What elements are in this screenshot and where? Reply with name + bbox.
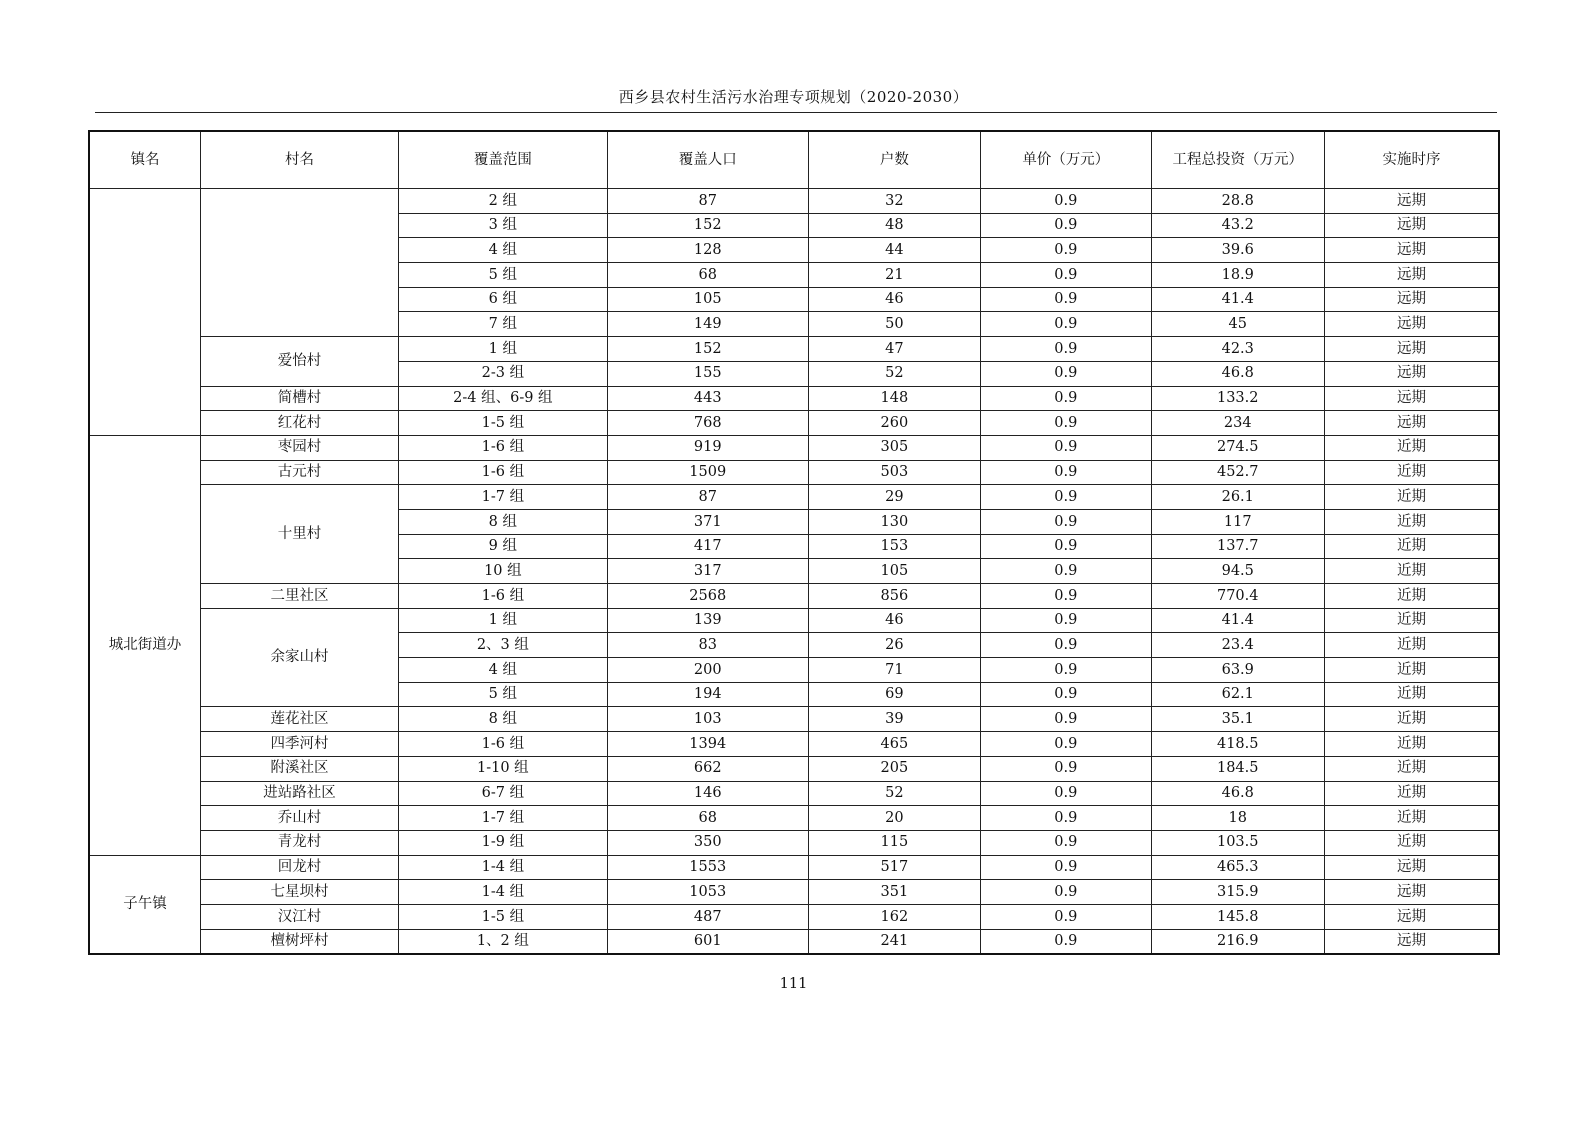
table-row (89, 732, 1499, 757)
unit-price-cell: 0.9 (981, 830, 1151, 855)
investment-cell: 315.9 (1151, 880, 1324, 905)
table-row (89, 806, 1499, 831)
population-cell: 487 (607, 904, 808, 929)
investment-cell: 63.9 (1151, 658, 1324, 683)
investment-cell: 133.2 (1151, 386, 1324, 411)
unit-price-cell: 0.9 (981, 238, 1151, 263)
column-header: 覆盖人口 (607, 131, 808, 189)
population-cell: 350 (607, 830, 808, 855)
schedule-cell: 远期 (1324, 411, 1499, 436)
table-row (89, 460, 1499, 485)
households-cell: 52 (808, 361, 980, 386)
coverage-cell: 1-7 组 (398, 806, 607, 831)
coverage-cell: 1-10 组 (398, 756, 607, 781)
village-cell: 乔山村 (201, 806, 399, 831)
village-cell: 汉江村 (201, 904, 399, 929)
investment-cell: 137.7 (1151, 534, 1324, 559)
column-header: 村名 (201, 131, 399, 189)
village-cell: 古元村 (201, 460, 399, 485)
investment-cell: 62.1 (1151, 682, 1324, 707)
population-cell: 139 (607, 608, 808, 633)
investment-cell: 42.3 (1151, 337, 1324, 362)
column-header: 工程总投资（万元） (1151, 131, 1324, 189)
households-cell: 162 (808, 904, 980, 929)
table-row (89, 855, 1499, 880)
village-cell: 七星坝村 (201, 880, 399, 905)
population-cell: 443 (607, 386, 808, 411)
unit-price-cell: 0.9 (981, 312, 1151, 337)
table-row (89, 904, 1499, 929)
households-cell: 20 (808, 806, 980, 831)
schedule-cell: 远期 (1324, 904, 1499, 929)
schedule-cell: 远期 (1324, 880, 1499, 905)
households-cell: 465 (808, 732, 980, 757)
unit-price-cell: 0.9 (981, 460, 1151, 485)
investment-cell: 41.4 (1151, 287, 1324, 312)
column-header: 覆盖范围 (398, 131, 607, 189)
schedule-cell: 远期 (1324, 361, 1499, 386)
coverage-cell: 2 组 (398, 189, 607, 214)
coverage-cell: 5 组 (398, 263, 607, 288)
coverage-cell: 2-3 组 (398, 361, 607, 386)
households-cell: 26 (808, 633, 980, 658)
investment-cell: 465.3 (1151, 855, 1324, 880)
table-row (89, 485, 1499, 510)
unit-price-cell: 0.9 (981, 707, 1151, 732)
households-cell: 260 (808, 411, 980, 436)
table-row (89, 830, 1499, 855)
coverage-cell: 1-5 组 (398, 904, 607, 929)
unit-price-cell: 0.9 (981, 781, 1151, 806)
investment-cell: 26.1 (1151, 485, 1324, 510)
population-cell: 1394 (607, 732, 808, 757)
coverage-cell: 1-6 组 (398, 732, 607, 757)
coverage-cell: 1-6 组 (398, 435, 607, 460)
schedule-cell: 近期 (1324, 485, 1499, 510)
population-cell: 662 (607, 756, 808, 781)
coverage-cell: 8 组 (398, 707, 607, 732)
town-cell: 子午镇 (89, 855, 201, 954)
village-cell: 回龙村 (201, 855, 399, 880)
investment-cell: 418.5 (1151, 732, 1324, 757)
investment-cell: 770.4 (1151, 584, 1324, 609)
coverage-cell: 6-7 组 (398, 781, 607, 806)
investment-cell: 43.2 (1151, 213, 1324, 238)
unit-price-cell: 0.9 (981, 880, 1151, 905)
households-cell: 517 (808, 855, 980, 880)
population-cell: 87 (607, 189, 808, 214)
population-cell: 105 (607, 287, 808, 312)
population-cell: 146 (607, 781, 808, 806)
village-cell: 二里社区 (201, 584, 399, 609)
unit-price-cell: 0.9 (981, 287, 1151, 312)
column-header: 镇名 (89, 131, 201, 189)
schedule-cell: 远期 (1324, 386, 1499, 411)
column-header: 户数 (808, 131, 980, 189)
village-cell: 红花村 (201, 411, 399, 436)
population-cell: 601 (607, 929, 808, 954)
coverage-cell: 1-4 组 (398, 880, 607, 905)
population-cell: 768 (607, 411, 808, 436)
coverage-cell: 1 组 (398, 608, 607, 633)
households-cell: 29 (808, 485, 980, 510)
population-cell: 149 (607, 312, 808, 337)
households-cell: 503 (808, 460, 980, 485)
households-cell: 47 (808, 337, 980, 362)
schedule-cell: 远期 (1324, 213, 1499, 238)
village-cell: 青龙村 (201, 830, 399, 855)
coverage-cell: 1-9 组 (398, 830, 607, 855)
investment-cell: 18.9 (1151, 263, 1324, 288)
header-divider (95, 112, 1497, 113)
population-cell: 919 (607, 435, 808, 460)
coverage-cell: 4 组 (398, 238, 607, 263)
unit-price-cell: 0.9 (981, 213, 1151, 238)
investment-cell: 234 (1151, 411, 1324, 436)
sewage-plan-table (88, 130, 1500, 955)
households-cell: 351 (808, 880, 980, 905)
population-cell: 152 (607, 213, 808, 238)
village-cell: 檀树坪村 (201, 929, 399, 954)
schedule-cell: 近期 (1324, 806, 1499, 831)
population-cell: 128 (607, 238, 808, 263)
schedule-cell: 近期 (1324, 658, 1499, 683)
investment-cell: 216.9 (1151, 929, 1324, 954)
unit-price-cell: 0.9 (981, 435, 1151, 460)
schedule-cell: 近期 (1324, 756, 1499, 781)
population-cell: 68 (607, 806, 808, 831)
households-cell: 50 (808, 312, 980, 337)
population-cell: 103 (607, 707, 808, 732)
coverage-cell: 3 组 (398, 213, 607, 238)
unit-price-cell: 0.9 (981, 263, 1151, 288)
schedule-cell: 近期 (1324, 435, 1499, 460)
households-cell: 32 (808, 189, 980, 214)
households-cell: 39 (808, 707, 980, 732)
schedule-cell: 近期 (1324, 559, 1499, 584)
coverage-cell: 7 组 (398, 312, 607, 337)
schedule-cell: 近期 (1324, 534, 1499, 559)
village-cell: 简槽村 (201, 386, 399, 411)
investment-cell: 41.4 (1151, 608, 1324, 633)
unit-price-cell: 0.9 (981, 633, 1151, 658)
households-cell: 115 (808, 830, 980, 855)
village-cell: 进站路社区 (201, 781, 399, 806)
coverage-cell: 1-7 组 (398, 485, 607, 510)
coverage-cell: 2-4 组、6-9 组 (398, 386, 607, 411)
schedule-cell: 远期 (1324, 263, 1499, 288)
investment-cell: 35.1 (1151, 707, 1324, 732)
coverage-cell: 6 组 (398, 287, 607, 312)
schedule-cell: 远期 (1324, 238, 1499, 263)
population-cell: 155 (607, 361, 808, 386)
households-cell: 241 (808, 929, 980, 954)
households-cell: 205 (808, 756, 980, 781)
investment-cell: 46.8 (1151, 781, 1324, 806)
population-cell: 1053 (607, 880, 808, 905)
schedule-cell: 近期 (1324, 608, 1499, 633)
table-row (89, 411, 1499, 436)
households-cell: 130 (808, 509, 980, 534)
investment-cell: 45 (1151, 312, 1324, 337)
table-row (89, 189, 1499, 214)
coverage-cell: 1-6 组 (398, 460, 607, 485)
table-row (89, 386, 1499, 411)
schedule-cell: 近期 (1324, 682, 1499, 707)
unit-price-cell: 0.9 (981, 337, 1151, 362)
households-cell: 148 (808, 386, 980, 411)
unit-price-cell: 0.9 (981, 189, 1151, 214)
unit-price-cell: 0.9 (981, 386, 1151, 411)
unit-price-cell: 0.9 (981, 806, 1151, 831)
coverage-cell: 1 组 (398, 337, 607, 362)
households-cell: 856 (808, 584, 980, 609)
unit-price-cell: 0.9 (981, 732, 1151, 757)
investment-cell: 184.5 (1151, 756, 1324, 781)
population-cell: 417 (607, 534, 808, 559)
village-cell: 十里村 (201, 485, 399, 584)
investment-cell: 274.5 (1151, 435, 1324, 460)
coverage-cell: 9 组 (398, 534, 607, 559)
coverage-cell: 1、2 组 (398, 929, 607, 954)
households-cell: 46 (808, 287, 980, 312)
schedule-cell: 远期 (1324, 189, 1499, 214)
unit-price-cell: 0.9 (981, 608, 1151, 633)
households-cell: 305 (808, 435, 980, 460)
unit-price-cell: 0.9 (981, 929, 1151, 954)
table-row (89, 337, 1499, 362)
unit-price-cell: 0.9 (981, 534, 1151, 559)
investment-cell: 452.7 (1151, 460, 1324, 485)
unit-price-cell: 0.9 (981, 682, 1151, 707)
population-cell: 83 (607, 633, 808, 658)
investment-cell: 39.6 (1151, 238, 1324, 263)
schedule-cell: 近期 (1324, 732, 1499, 757)
schedule-cell: 近期 (1324, 781, 1499, 806)
schedule-cell: 远期 (1324, 312, 1499, 337)
schedule-cell: 近期 (1324, 509, 1499, 534)
schedule-cell: 近期 (1324, 707, 1499, 732)
population-cell: 2568 (607, 584, 808, 609)
table-row (89, 608, 1499, 633)
table-row (89, 707, 1499, 732)
population-cell: 1509 (607, 460, 808, 485)
coverage-cell: 8 组 (398, 509, 607, 534)
investment-cell: 145.8 (1151, 904, 1324, 929)
table-row (89, 929, 1499, 954)
unit-price-cell: 0.9 (981, 509, 1151, 534)
coverage-cell: 5 组 (398, 682, 607, 707)
unit-price-cell: 0.9 (981, 855, 1151, 880)
population-cell: 68 (607, 263, 808, 288)
unit-price-cell: 0.9 (981, 411, 1151, 436)
households-cell: 21 (808, 263, 980, 288)
coverage-cell: 1-6 组 (398, 584, 607, 609)
schedule-cell: 远期 (1324, 855, 1499, 880)
investment-cell: 103.5 (1151, 830, 1324, 855)
village-cell: 爱怡村 (201, 337, 399, 386)
investment-cell: 117 (1151, 509, 1324, 534)
schedule-cell: 近期 (1324, 633, 1499, 658)
village-cell (201, 189, 399, 337)
table-row (89, 880, 1499, 905)
investment-cell: 23.4 (1151, 633, 1324, 658)
households-cell: 69 (808, 682, 980, 707)
table-row (89, 781, 1499, 806)
table-row (89, 756, 1499, 781)
households-cell: 153 (808, 534, 980, 559)
population-cell: 1553 (607, 855, 808, 880)
village-cell: 四季河村 (201, 732, 399, 757)
village-cell: 余家山村 (201, 608, 399, 707)
coverage-cell: 2、3 组 (398, 633, 607, 658)
population-cell: 200 (607, 658, 808, 683)
schedule-cell: 近期 (1324, 460, 1499, 485)
table-row (89, 435, 1499, 460)
population-cell: 371 (607, 509, 808, 534)
table-row (89, 584, 1499, 609)
investment-cell: 46.8 (1151, 361, 1324, 386)
investment-cell: 94.5 (1151, 559, 1324, 584)
schedule-cell: 近期 (1324, 584, 1499, 609)
town-cell (89, 189, 201, 436)
households-cell: 71 (808, 658, 980, 683)
coverage-cell: 10 组 (398, 559, 607, 584)
page-number: 111 (779, 976, 808, 992)
unit-price-cell: 0.9 (981, 756, 1151, 781)
table-header-row (89, 131, 1499, 189)
village-cell: 枣园村 (201, 435, 399, 460)
schedule-cell: 远期 (1324, 337, 1499, 362)
village-cell: 附溪社区 (201, 756, 399, 781)
population-cell: 317 (607, 559, 808, 584)
unit-price-cell: 0.9 (981, 658, 1151, 683)
schedule-cell: 远期 (1324, 929, 1499, 954)
unit-price-cell: 0.9 (981, 361, 1151, 386)
schedule-cell: 近期 (1324, 830, 1499, 855)
unit-price-cell: 0.9 (981, 485, 1151, 510)
investment-cell: 28.8 (1151, 189, 1324, 214)
unit-price-cell: 0.9 (981, 559, 1151, 584)
population-cell: 87 (607, 485, 808, 510)
town-cell: 城北街道办 (89, 435, 201, 855)
investment-cell: 18 (1151, 806, 1324, 831)
population-cell: 152 (607, 337, 808, 362)
coverage-cell: 1-5 组 (398, 411, 607, 436)
schedule-cell: 远期 (1324, 287, 1499, 312)
unit-price-cell: 0.9 (981, 904, 1151, 929)
population-cell: 194 (607, 682, 808, 707)
households-cell: 105 (808, 559, 980, 584)
households-cell: 46 (808, 608, 980, 633)
column-header: 单价（万元） (981, 131, 1151, 189)
coverage-cell: 1-4 组 (398, 855, 607, 880)
unit-price-cell: 0.9 (981, 584, 1151, 609)
households-cell: 52 (808, 781, 980, 806)
coverage-cell: 4 组 (398, 658, 607, 683)
page-header-title: 西乡县农村生活污水治理专项规划（2020-2030） (618, 88, 969, 106)
column-header: 实施时序 (1324, 131, 1499, 189)
households-cell: 44 (808, 238, 980, 263)
households-cell: 48 (808, 213, 980, 238)
village-cell: 莲花社区 (201, 707, 399, 732)
